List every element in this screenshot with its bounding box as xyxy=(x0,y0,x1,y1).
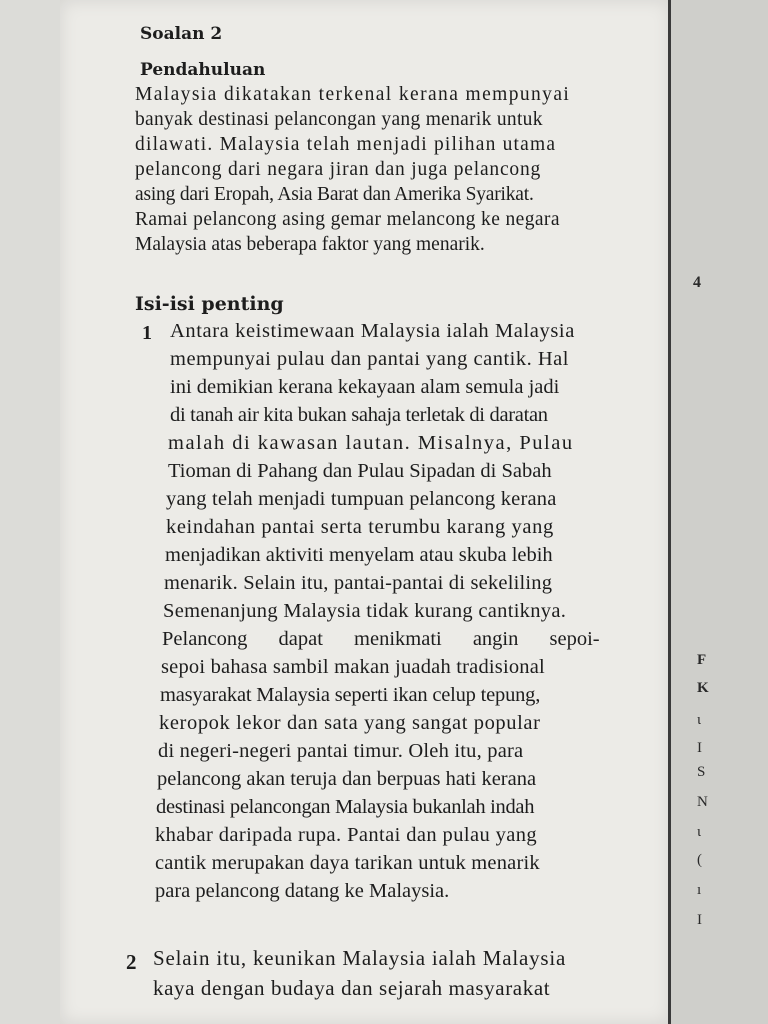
point-line: Semenanjung Malaysia tidak kurang cantiknya. xyxy=(163,600,567,622)
margin-number: 4 xyxy=(693,274,701,291)
edge-glyph: ι xyxy=(697,712,702,728)
point-line: sepoi bahasa sambil makan juadah tradisional xyxy=(161,656,545,678)
edge-glyph: S xyxy=(697,764,706,780)
point-line: Selain itu, keunikan Malaysia ialah Malaysia xyxy=(153,946,567,970)
edge-glyph: F xyxy=(697,652,707,668)
intro-line: Ramai pelancong asing gemar melancong ke negara xyxy=(135,209,560,230)
edge-glyph: N xyxy=(697,794,708,810)
intro-line: Malaysia atas beberapa faktor yang menarik. xyxy=(135,234,485,255)
edge-glyph: I xyxy=(697,912,702,928)
point-line: di tanah air kita bukan sahaja terletak di daratan xyxy=(170,404,548,426)
edge-glyph: K xyxy=(697,680,709,696)
point-line: mempunyai pulau dan pantai yang cantik. Hal xyxy=(170,348,569,370)
point-line: kaya dengan budaya dan sejarah masyarakat xyxy=(153,976,551,1000)
intro-line: dilawati. Malaysia telah menjadi pilihan utama xyxy=(135,134,557,155)
point-line: menjadikan aktiviti menyelam atau skuba lebih xyxy=(165,544,553,566)
point-line: malah di kawasan lautan. Misalnya, Pulau xyxy=(168,432,574,454)
point-line: masyarakat Malaysia seperti ikan celup tepung, xyxy=(160,684,541,706)
point-line: Antara keistimewaan Malaysia ialah Malaysia xyxy=(170,320,575,342)
point-line: menarik. Selain itu, pantai-pantai di sekeliling xyxy=(164,572,553,594)
point-line: khabar daripada rupa. Pantai dan pulau yang xyxy=(155,824,538,846)
key-points-heading: Isi-isi penting xyxy=(135,293,284,315)
adjacent-page-edge xyxy=(671,0,768,1024)
point-number: 2 xyxy=(126,950,137,974)
point-line: ini demikian kerana kekayaan alam semula jadi xyxy=(170,376,560,398)
edge-glyph: ı xyxy=(697,882,702,898)
intro-line: pelancong dari negara jiran dan juga pelancong xyxy=(135,159,542,180)
question-title: Soalan 2 xyxy=(140,24,223,44)
point-line: pelancong akan teruja dan berpuas hati kerana xyxy=(157,768,537,790)
point-line: keindahan pantai serta terumbu karang yang xyxy=(166,516,554,538)
edge-glyph: ι xyxy=(697,824,702,840)
intro-heading: Pendahuluan xyxy=(140,60,266,80)
intro-line: Malaysia dikatakan terkenal kerana mempunyai xyxy=(135,84,571,105)
point-line: keropok lekor dan sata yang sangat popular xyxy=(159,712,541,734)
point-line: Tioman di Pahang dan Pulau Sipadan di Sabah xyxy=(168,460,552,482)
point-line: destinasi pelancongan Malaysia bukanlah indah xyxy=(156,796,535,818)
edge-glyph: I xyxy=(697,740,702,756)
point-number: 1 xyxy=(142,322,152,344)
point-line: cantik merupakan daya tarikan untuk menarik xyxy=(155,852,540,874)
point-line: yang telah menjadi tumpuan pelancong kerana xyxy=(166,488,557,510)
point-line: para pelancong datang ke Malaysia. xyxy=(155,880,450,902)
intro-line: banyak destinasi pelancongan yang menarik untuk xyxy=(135,109,543,130)
intro-line: asing dari Eropah, Asia Barat dan Amerika Syarikat. xyxy=(135,184,534,205)
point-line: di negeri-negeri pantai timur. Oleh itu, para xyxy=(158,740,524,762)
point-line: Pelancong dapat menikmati angin sepoi- xyxy=(162,628,600,650)
edge-glyph: ( xyxy=(697,852,702,868)
